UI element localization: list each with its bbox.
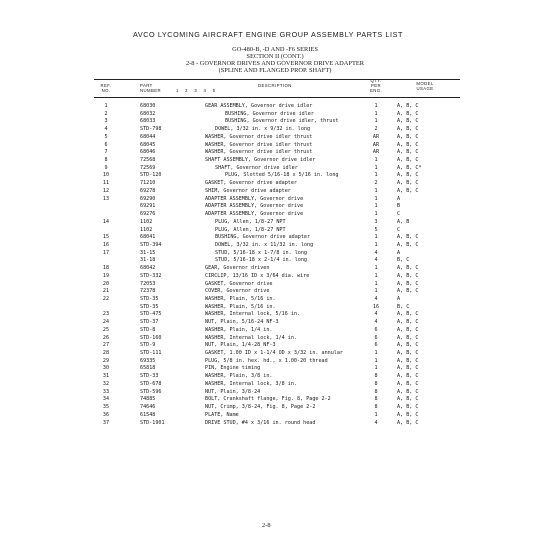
table-row xyxy=(0,180,550,186)
qty-per-engine: 1 xyxy=(374,234,378,241)
table-row xyxy=(0,149,550,155)
qty-per-engine: 8 xyxy=(374,396,378,403)
part-number: 69335 xyxy=(140,357,156,364)
document-title: AVCO LYCOMING AIRCRAFT ENGINE GROUP ASSEMBLY PARTS LIST xyxy=(133,30,403,39)
model-usage: A xyxy=(397,296,401,302)
qty-per-engine: 2 xyxy=(374,126,378,133)
qty-per-engine: 1 xyxy=(374,265,378,272)
part-description: WASHER, Internal lock, 1/4 in. xyxy=(205,334,298,341)
part-description: WASHER, Plain, 1/4 in. xyxy=(205,326,273,333)
part-description: STUD, 5/16-18 x 1-7/8 in. long xyxy=(215,249,308,256)
part-number: 71210 xyxy=(140,180,156,187)
part-description: SHAFT ASSEMBLY, Governor drive idler xyxy=(205,157,316,164)
table-row xyxy=(0,420,550,426)
ref-number: 36 xyxy=(102,411,110,418)
model-usage: A, B, C xyxy=(397,326,419,333)
table-row xyxy=(0,165,550,171)
part-number: 69278 xyxy=(140,187,156,194)
col-qty: QTY. PER ENG. xyxy=(369,78,383,94)
part-number: STD-37 xyxy=(140,319,159,326)
figure-subtitle: (SPLINE AND FLANGED PROP. SHAFT) xyxy=(218,67,332,74)
table-row xyxy=(0,311,550,317)
model-usage: A, B, C xyxy=(397,157,419,164)
qty-per-engine: 2 xyxy=(374,180,378,187)
part-number: STD-9 xyxy=(140,342,156,349)
table-row xyxy=(0,126,550,132)
ref-number: 14 xyxy=(102,218,110,225)
model-usage: A, B, C xyxy=(397,373,419,380)
model-usage: A xyxy=(397,249,401,256)
part-number: 72378 xyxy=(140,288,156,295)
qty-per-engine: 1 xyxy=(374,118,378,125)
part-number: STD-35 xyxy=(140,303,159,310)
ref-number: 26 xyxy=(102,334,110,341)
qty-per-engine: 5 xyxy=(374,226,378,233)
qty-per-engine: 1 xyxy=(374,110,378,117)
part-number: 68046 xyxy=(140,149,156,156)
model-usage: A, B, C xyxy=(397,365,419,372)
ref-number: 16 xyxy=(102,241,110,248)
model-usage: A, B, C xyxy=(397,110,419,117)
qty-per-engine: 8 xyxy=(374,388,378,395)
qty-per-engine: 1 xyxy=(374,365,378,372)
qty-per-engine: 1 xyxy=(374,195,378,202)
part-description: ADAPTER ASSEMBLY, Governor drive xyxy=(205,195,304,202)
ref-number: 20 xyxy=(102,280,110,287)
part-description: PLATE, Name xyxy=(205,411,239,418)
model-usage: A, B, C xyxy=(397,357,419,364)
table-row xyxy=(0,234,550,240)
ref-number: 6 xyxy=(104,141,108,148)
model-usage: A xyxy=(397,195,401,202)
qty-per-engine: 1 xyxy=(374,357,378,364)
part-description: DRIVE STUD, #4 x 3/16 in. round head xyxy=(205,419,316,426)
part-description: STUD, 5/16-18 x 2-1/4 in. long xyxy=(215,257,308,264)
table-row xyxy=(0,342,550,348)
part-number: STD-475 xyxy=(140,311,162,318)
model-usage: A, B, C xyxy=(397,180,419,187)
table-row xyxy=(0,296,550,302)
qty-per-engine: 1 xyxy=(374,157,378,164)
part-number: STD-33 xyxy=(140,373,159,380)
table-row xyxy=(0,250,550,256)
part-number: 74885 xyxy=(140,396,156,403)
engine-series: GO-480-B, -D AND -F6 SERIES xyxy=(232,46,318,53)
table-row xyxy=(0,396,550,402)
col-model-usage: MODEL USAGE xyxy=(416,81,434,92)
part-description: WASHER, Governor drive idler thrust xyxy=(205,141,313,148)
part-number: 1102 xyxy=(140,226,153,233)
table-row xyxy=(0,319,550,325)
part-description: ADAPTER ASSEMBLY, Governor drive xyxy=(205,203,304,210)
ref-number: 4 xyxy=(104,126,108,133)
model-usage: A, B, C xyxy=(397,265,419,272)
part-description: ADAPTER ASSEMBLY, Governor drive xyxy=(205,211,304,218)
table-row xyxy=(0,335,550,341)
model-usage: A, B, C xyxy=(397,133,419,140)
ref-number: 8 xyxy=(104,157,108,164)
part-number: STD-798 xyxy=(140,126,162,133)
section-label: SECTION II (CONT.) xyxy=(246,53,304,60)
model-usage: A, B, C xyxy=(397,380,419,387)
qty-per-engine: 16 xyxy=(372,303,380,310)
qty-per-engine: 1 xyxy=(374,211,378,218)
model-usage: A, B, C xyxy=(397,103,419,109)
ref-number: 5 xyxy=(104,133,108,140)
part-description: WASHER, Internal lock, 5/16 in. xyxy=(205,311,301,318)
table-row xyxy=(0,157,550,163)
part-description: WASHER, Internal lock, 3/8 in. xyxy=(205,380,298,387)
ref-number: 29 xyxy=(102,357,110,364)
part-description: GEAR, Governor driven xyxy=(205,265,270,272)
part-number: 72569 xyxy=(140,164,156,171)
model-usage: A, B, C xyxy=(397,187,419,194)
part-number: 68041 xyxy=(140,234,156,241)
part-number: 68044 xyxy=(140,133,156,140)
ref-number: 13 xyxy=(102,195,110,202)
part-description: CIRCLIP, 13/16 ID x 3/64 dia. wire xyxy=(205,272,310,279)
table-row xyxy=(0,172,550,178)
part-number: STD-596 xyxy=(140,388,162,395)
part-number: 31-15 xyxy=(140,249,156,256)
model-usage: A, B, C xyxy=(397,419,419,426)
part-description: SHAFT, Governor drive idler xyxy=(215,164,298,171)
table-row xyxy=(0,327,550,333)
table-row xyxy=(0,265,550,271)
table-row xyxy=(0,103,550,109)
model-usage: A, B, C xyxy=(397,342,419,349)
model-usage: A, B, C xyxy=(397,126,419,133)
qty-per-engine: 4 xyxy=(374,419,378,426)
model-usage: A, B, C xyxy=(397,141,419,148)
qty-per-engine: 1 xyxy=(374,241,378,248)
ref-number: 7 xyxy=(104,149,108,156)
model-usage: A, B xyxy=(397,218,410,225)
qty-per-engine: 1 xyxy=(374,172,378,179)
ref-number: 10 xyxy=(102,172,110,179)
part-number: 31-18 xyxy=(140,257,156,264)
table-row xyxy=(0,242,550,248)
part-description: PLUG, Allen, 1/8-27 NPT xyxy=(215,226,286,233)
part-description: DOWEL, 3/32 in. x 11/32 in. long xyxy=(215,241,314,248)
ref-number: 17 xyxy=(102,249,110,256)
table-row xyxy=(0,142,550,148)
col-part-number: PART NUMBER xyxy=(140,83,162,94)
part-number: 72053 xyxy=(140,280,156,287)
part-description: BOLT, Crankshaft flange, Fig. 8, Page 2-2 xyxy=(205,396,331,403)
part-number: 61548 xyxy=(140,411,156,418)
ref-number: 3 xyxy=(104,118,108,125)
table-row xyxy=(0,134,550,140)
part-number: 68042 xyxy=(140,265,156,272)
qty-per-engine: 6 xyxy=(374,342,378,349)
qty-per-engine: AR xyxy=(372,141,380,148)
ref-number: 18 xyxy=(102,265,110,272)
table-row xyxy=(0,381,550,387)
part-number: 68030 xyxy=(140,103,156,109)
qty-per-engine: 1 xyxy=(374,187,378,194)
part-description: WASHER, Plain, 3/8 in. xyxy=(205,373,273,380)
table-row xyxy=(0,389,550,395)
model-usage: A, B, C xyxy=(397,241,419,248)
qty-per-engine: 1 xyxy=(374,164,378,171)
model-usage: A, B, C xyxy=(397,234,419,241)
qty-per-engine: 6 xyxy=(374,334,378,341)
qty-per-engine: 4 xyxy=(374,311,378,318)
part-number: 72568 xyxy=(140,157,156,164)
model-usage: B, C xyxy=(397,257,410,264)
part-description: COVER, Governor drive xyxy=(205,288,270,295)
model-usage: A, B, C xyxy=(397,319,419,326)
part-number: 69276 xyxy=(140,211,156,218)
figure-title: 2-8 - GOVERNOR DRIVES AND GOVERNOR DRIVE ADAPTER xyxy=(185,60,365,67)
part-description: WASHER, Governor drive idler thrust xyxy=(205,149,313,156)
part-description: NUT, Plain, 5/16-24 NF-3 xyxy=(205,319,279,326)
part-number: STD-111 xyxy=(140,350,162,357)
part-description: BUSHING, Governor drive idler xyxy=(225,110,314,117)
qty-per-engine: 4 xyxy=(374,249,378,256)
qty-per-engine: 1 xyxy=(374,280,378,287)
qty-per-engine: 1 xyxy=(374,272,378,279)
table-row xyxy=(0,111,550,117)
table-row xyxy=(0,219,550,225)
table-row xyxy=(0,404,550,410)
qty-per-engine: 6 xyxy=(374,326,378,333)
part-description: WASHER, Governor drive idler thrust xyxy=(205,133,313,140)
qty-per-engine: 8 xyxy=(374,404,378,411)
model-usage: A, B, C xyxy=(397,388,419,395)
model-usage: A, B, C xyxy=(397,396,419,403)
ref-number: 9 xyxy=(104,164,108,171)
qty-per-engine: 3 xyxy=(374,218,378,225)
model-usage: B xyxy=(397,203,401,210)
qty-per-engine: 4 xyxy=(374,319,378,326)
part-description: NUT, Plain, 1/4-28 NF-3 xyxy=(205,342,276,349)
model-usage: A, B, C xyxy=(397,404,419,411)
table-row xyxy=(0,211,550,217)
model-usage: A, B, C xyxy=(397,334,419,341)
ref-number: 25 xyxy=(102,326,110,333)
ref-number: 19 xyxy=(102,272,110,279)
part-description: GASKET, Governor drive adapter xyxy=(205,180,298,187)
ref-number: 28 xyxy=(102,350,110,357)
table-row xyxy=(0,188,550,194)
table-row xyxy=(0,358,550,364)
table-row xyxy=(0,273,550,279)
table-row xyxy=(0,304,550,310)
part-description: WASHER, Plain, 5/16 in. xyxy=(205,296,276,302)
part-description: GEAR ASSEMBLY, Governor drive idler xyxy=(205,103,313,109)
model-usage: A, B, C xyxy=(397,350,419,357)
part-number: STD-8 xyxy=(140,326,156,333)
part-number: 69290 xyxy=(140,195,156,202)
model-usage: A, B, C xyxy=(397,411,419,418)
model-usage: B, C xyxy=(397,303,410,310)
part-number: STD-394 xyxy=(140,241,162,248)
part-number: 1102 xyxy=(140,218,153,225)
ref-number: 37 xyxy=(102,419,110,426)
ref-number: 34 xyxy=(102,396,110,403)
ref-number: 31 xyxy=(102,373,110,380)
ref-number: 2 xyxy=(104,110,108,117)
col-ref: REF. NO. xyxy=(100,83,112,94)
part-number: STD-678 xyxy=(140,380,162,387)
ref-number: 15 xyxy=(102,234,110,241)
ref-number: 21 xyxy=(102,288,110,295)
qty-per-engine: 8 xyxy=(374,380,378,387)
model-usage: C xyxy=(397,226,401,233)
table-row xyxy=(0,281,550,287)
part-number: 74646 xyxy=(140,404,156,411)
ref-number: 35 xyxy=(102,404,110,411)
part-number: STD-1901 xyxy=(140,419,165,426)
model-usage: A, B, C xyxy=(397,149,419,156)
table-row xyxy=(0,412,550,418)
ref-number: 22 xyxy=(102,296,110,302)
table-row xyxy=(0,257,550,263)
ref-number: 30 xyxy=(102,365,110,372)
table-row xyxy=(0,288,550,294)
table-row xyxy=(0,365,550,371)
model-usage: C xyxy=(397,211,401,218)
ref-number: 27 xyxy=(102,342,110,349)
ref-number: 23 xyxy=(102,311,110,318)
part-description: BUSHING, Governor drive adapter xyxy=(215,234,311,241)
table-row xyxy=(0,350,550,356)
part-description: NUT, Crimp, 3/8-24, Fig. 8, Page 2-2 xyxy=(205,404,316,411)
ref-number: 11 xyxy=(102,180,110,187)
part-description: SHIM, Governor drive adapter xyxy=(205,187,291,194)
ref-number: 24 xyxy=(102,319,110,326)
page-number: 2-8 xyxy=(262,522,271,529)
part-number: 68033 xyxy=(140,118,156,125)
part-number: STD-35 xyxy=(140,296,159,302)
table-row xyxy=(0,196,550,202)
qty-per-engine: AR xyxy=(372,133,380,140)
part-number: STD-160 xyxy=(140,334,162,341)
qty-per-engine: 1 xyxy=(374,103,378,109)
part-number: STD-332 xyxy=(140,272,162,279)
part-description: PLUG, 5/8 in. hex. hd., x 1.00-20 thread xyxy=(205,357,328,364)
model-usage: A, B, C xyxy=(397,280,419,287)
part-number: 65818 xyxy=(140,365,156,372)
qty-per-engine: AR xyxy=(372,149,380,156)
part-description: DOWEL, 3/32 in. x 9/32 in. long xyxy=(215,126,311,133)
ref-number: 1 xyxy=(104,103,108,109)
qty-per-engine: 1 xyxy=(374,411,378,418)
part-number: 68045 xyxy=(140,141,156,148)
part-number: 69291 xyxy=(140,203,156,210)
qty-per-engine: 1 xyxy=(374,350,378,357)
part-description: GASKET, Governor drive xyxy=(205,280,273,287)
model-usage: A, B, C xyxy=(397,172,419,179)
part-description: PLUG, Slotted 5/16-18 x 5/16 in. long xyxy=(225,172,339,179)
table-row xyxy=(0,373,550,379)
qty-per-engine: 8 xyxy=(374,373,378,380)
table-row xyxy=(0,118,550,124)
table-row xyxy=(0,203,550,209)
model-usage: A, B, C xyxy=(397,118,419,125)
header-top-rule xyxy=(94,79,460,80)
part-description: NUT, Plain, 3/8-24 xyxy=(205,388,261,395)
col-indent-levels: 1 2 3 4 5 xyxy=(176,88,216,93)
part-description: WASHER, Plain, 5/16 in. xyxy=(205,303,276,310)
header-bottom-rule xyxy=(94,97,460,98)
ref-number: 33 xyxy=(102,388,110,395)
model-usage: A, B, C xyxy=(397,272,419,279)
model-usage: A, B, C* xyxy=(397,164,422,171)
ref-number: 32 xyxy=(102,380,110,387)
model-usage: A, B, C xyxy=(397,311,419,318)
part-description: PLUG, Allen, 1/8-27 NPT xyxy=(215,218,286,225)
model-usage: A, B, C xyxy=(397,288,419,295)
col-description: DESCRIPTION xyxy=(258,83,292,88)
part-description: GASKET, 1.00 ID x 1-1/4 OD x 3/32 in. annular xyxy=(205,350,344,357)
part-description: PIN, Engine timing xyxy=(205,365,261,372)
qty-per-engine: 4 xyxy=(374,296,378,302)
table-row xyxy=(0,227,550,233)
qty-per-engine: 1 xyxy=(374,203,378,210)
part-description: BUSHING, Governor drive idler, thrust xyxy=(225,118,339,125)
qty-per-engine: 1 xyxy=(374,288,378,295)
part-number: STD-120 xyxy=(140,172,162,179)
part-number: 68032 xyxy=(140,110,156,117)
qty-per-engine: 4 xyxy=(374,257,378,264)
ref-number: 12 xyxy=(102,187,110,194)
